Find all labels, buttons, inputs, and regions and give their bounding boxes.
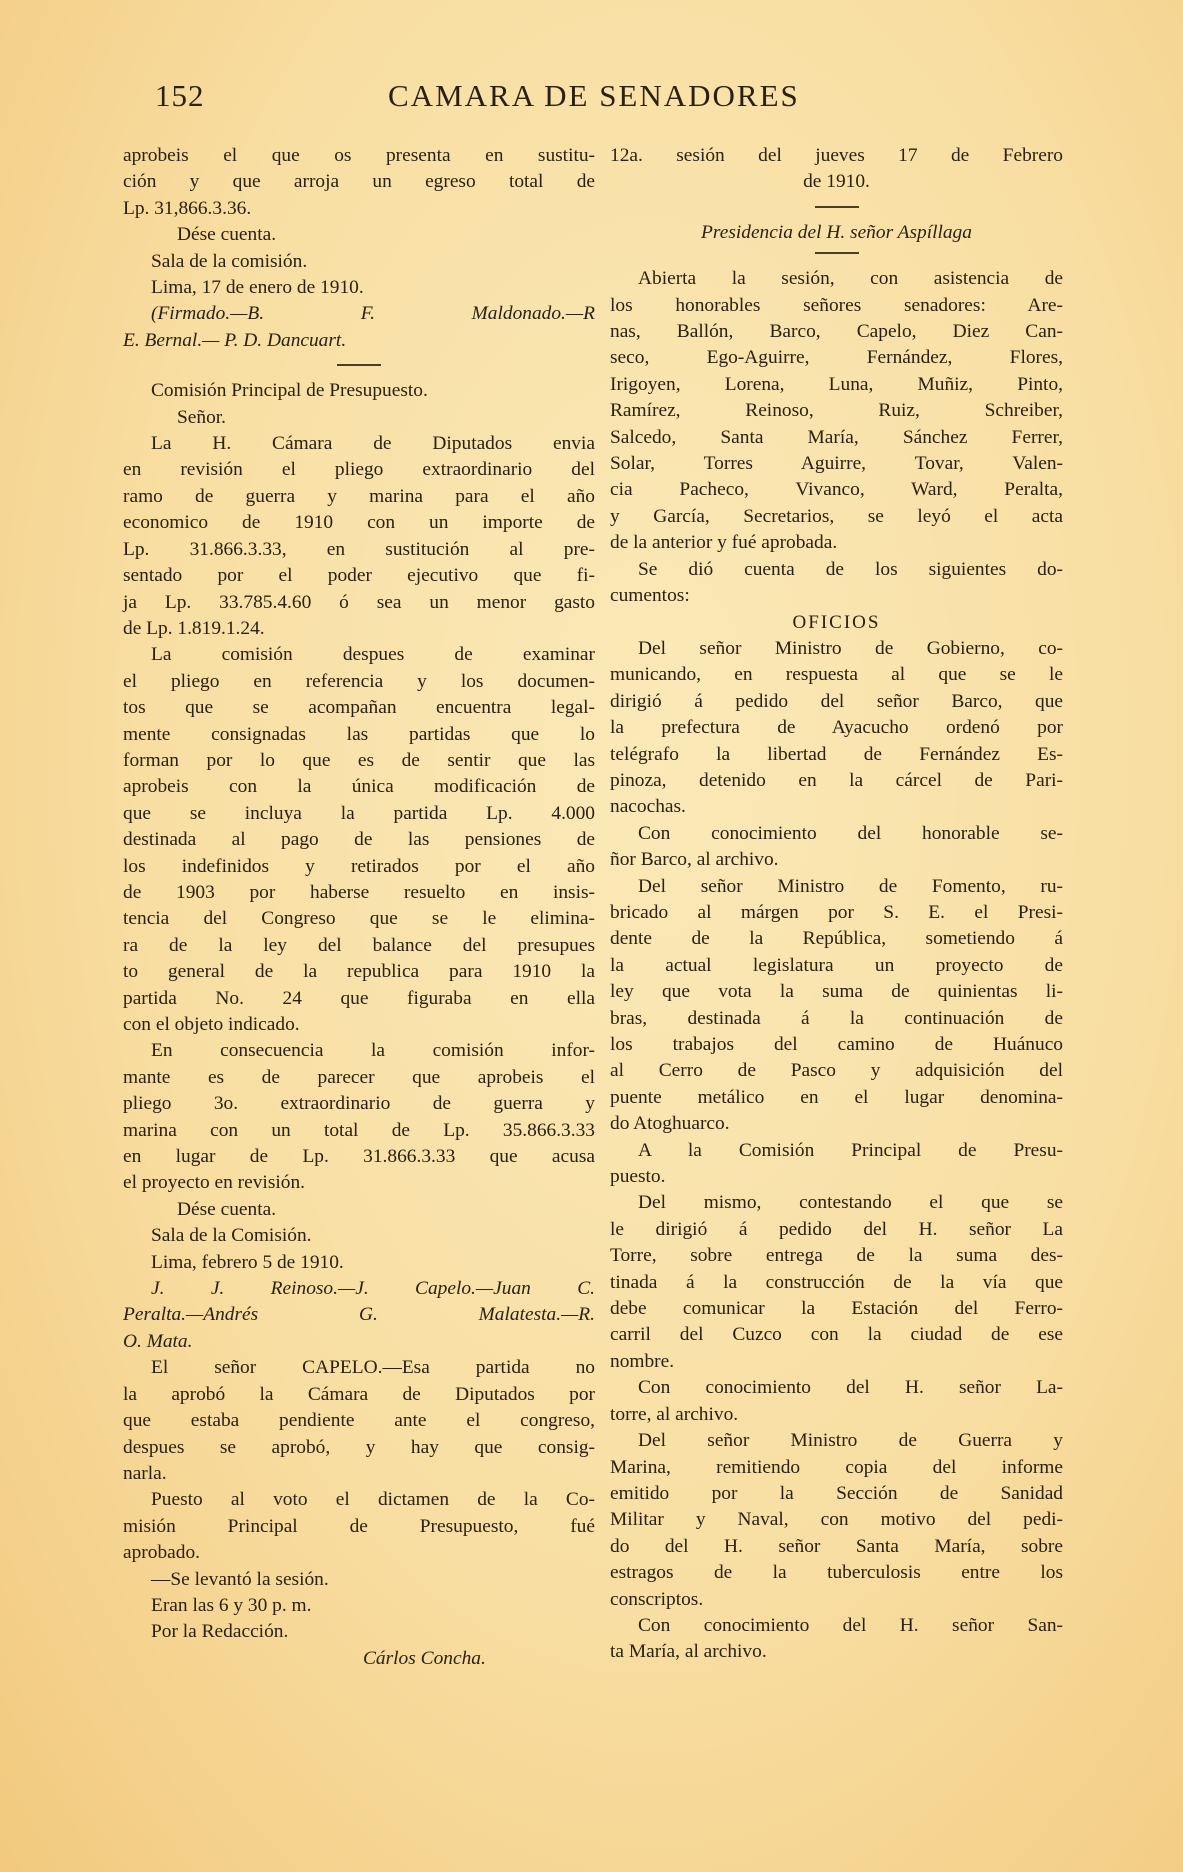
paragraph — [123, 642, 595, 1038]
text-line: la aprobó la Cámara de Diputados por — [123, 1383, 595, 1405]
text-line: Ramírez, Reinoso, Ruiz, Schreiber, — [610, 400, 1063, 422]
text-line: cia Pacheco, Vivanco, Ward, Peralta, — [610, 479, 1063, 501]
paragraph — [610, 1190, 1063, 1375]
text-line: cumentos: — [610, 585, 690, 607]
text-line: dente de la República, sometiendo á — [610, 928, 1063, 950]
text-line: al Cerro de Pasco y adquisición del — [610, 1060, 1063, 1082]
text-line: sentado por el poder ejecutivo que fi- — [123, 565, 595, 587]
page-number: 152 — [155, 78, 205, 113]
closing-line: —Se levantó la sesión. — [151, 1568, 329, 1590]
text-line: La comisión despues de examinar — [151, 644, 595, 666]
text-line: de la anterior y fué aprobada. — [610, 532, 838, 554]
text-line: que estaba pendiente ante el congreso, — [123, 1410, 595, 1432]
text-line: conscriptos. — [610, 1588, 704, 1610]
text-line: de Lp. 1.819.1.24. — [123, 617, 265, 639]
text-line: En consecuencia la comisión infor- — [151, 1040, 595, 1062]
dese-cuenta: Dése cuenta. — [177, 1198, 277, 1220]
text-line: A la Comisión Principal de Presu- — [638, 1139, 1063, 1161]
text-line: ley que vota la suma de quinientas li- — [610, 981, 1063, 1003]
text-line: puente metálico en el lugar denomina- — [610, 1086, 1063, 1108]
paragraph — [610, 557, 1063, 610]
text-line: Del señor Ministro de Gobierno, co- — [638, 637, 1063, 659]
text-line: Abierta la sesión, con asistencia de — [638, 268, 1063, 290]
text-line: partida No. 24 que figuraba en ella — [123, 987, 595, 1009]
text-line: tos que se acompañan encuentra legal- — [123, 697, 595, 719]
text-line: bras, destinada á la continuación de — [610, 1007, 1063, 1029]
session-title: de 1910. — [803, 171, 870, 193]
paragraph — [123, 1487, 595, 1566]
text-line: torre, al archivo. — [610, 1403, 739, 1425]
text-line: la prefectura de Ayacucho ordenó por — [610, 717, 1063, 739]
text-line: Irigoyen, Lorena, Luna, Muñiz, Pinto, — [610, 373, 1063, 395]
text-line: municando, en respuesta al que se le — [610, 664, 1063, 686]
text-line: El señor CAPELO.—Esa partida no — [151, 1357, 595, 1379]
text-line: la actual legislatura un proyecto de — [610, 954, 1063, 976]
text-line: telégrafo la libertad de Fernández Es- — [610, 743, 1063, 765]
salutation: Señor. — [177, 406, 227, 428]
paragraph — [610, 1428, 1063, 1613]
text-line: Con conocimiento del honorable se- — [638, 822, 1063, 844]
text-line: aprobeis con la única modificación de — [123, 776, 595, 798]
text-line: aprobado. — [123, 1542, 200, 1564]
text-line: seco, Ego-Aguirre, Fernández, Flores, — [610, 347, 1063, 369]
text-line: Con conocimiento del H. señor La- — [638, 1377, 1063, 1399]
text-line: destinada al pago de las pensiones de — [123, 829, 595, 851]
text-line: los honorables señores senadores: Are- — [610, 294, 1063, 316]
text-line: ra de la ley del balance del presupues — [123, 934, 595, 956]
text-line: con el objeto indicado. — [123, 1014, 300, 1035]
paragraph — [610, 874, 1063, 1138]
text-line: dirigió á pedido del señor Barco, que — [610, 690, 1063, 712]
left-column — [123, 143, 595, 1672]
text-line: Salcedo, Santa María, Sánchez Ferrer, — [610, 426, 1063, 448]
text-line: (Firmado.—B. F. Maldonado.—R — [151, 303, 595, 325]
text-line: le dirigió á pedido del H. señor La — [610, 1218, 1063, 1240]
text-line: forman por lo que es de sentir que las — [123, 749, 595, 771]
text-line: misión Principal de Presupuesto, fué — [123, 1515, 595, 1537]
running-title: CAMARA DE SENADORES — [388, 78, 800, 113]
paragraph — [610, 1138, 1063, 1191]
text-line: to general de la republica para 1910 la — [123, 961, 595, 983]
text-line: nombre. — [610, 1350, 675, 1372]
text-line: Peralta.—Andrés G. Malatesta.—R. — [123, 1304, 595, 1326]
text-line: puesto. — [610, 1166, 666, 1188]
date-line: Lima, 17 de enero de 1910. — [151, 277, 364, 299]
text-line: Militar y Naval, con motivo del pedi- — [610, 1509, 1063, 1531]
text-line: economico de 1910 con un importe de — [123, 512, 595, 534]
text-line: Se dió cuenta de los siguientes do- — [638, 558, 1063, 580]
paragraph — [610, 821, 1063, 874]
text-line: do del H. señor Santa María, sobre — [610, 1535, 1063, 1557]
text-line: Torre, sobre entrega de la suma des- — [610, 1245, 1063, 1267]
text-line: Del señor Ministro de Guerra y — [638, 1430, 1063, 1452]
text-line: debe comunicar la Estación del Ferro- — [610, 1298, 1063, 1320]
paragraph — [610, 636, 1063, 821]
paragraph — [123, 1038, 595, 1196]
dese-cuenta: Dése cuenta. — [177, 224, 277, 246]
paragraph — [123, 143, 595, 222]
paragraph — [123, 431, 595, 642]
text-line: Del señor Ministro de Fomento, ru- — [638, 875, 1063, 897]
text-line: emitido por la Sección de Sanidad — [610, 1482, 1063, 1504]
text-line: el proyecto en revisión. — [123, 1172, 305, 1194]
signatures — [123, 301, 595, 354]
text-line: los trabajos del camino de Huánuco — [610, 1034, 1063, 1055]
text-line: O. Mata. — [123, 1330, 193, 1352]
text-line: Del mismo, contestando el que se — [638, 1192, 1063, 1214]
paragraph — [610, 1375, 1063, 1428]
committee-title: Comisión Principal de Presupuesto. — [151, 380, 428, 402]
text-line: tinada á la construcción de la vía que — [610, 1271, 1063, 1293]
text-line: los indefinidos y retirados por el año — [123, 855, 595, 877]
text-line: carril del Cuzco con la ciudad de ese — [610, 1324, 1063, 1346]
text-line: do Atoghuarco. — [610, 1113, 730, 1135]
text-line: nas, Ballón, Barco, Capelo, Diez Can- — [610, 321, 1063, 343]
text-line: Lp. 31.866.3.33, en sustitución al pre- — [123, 538, 595, 560]
text-line: en lugar de Lp. 31.866.3.33 que acusa — [123, 1146, 595, 1168]
text-line: ñor Barco, al archivo. — [610, 849, 779, 871]
sala-line: Sala de la comisión. — [151, 250, 308, 272]
editor-signature: Cárlos Concha. — [363, 1647, 486, 1669]
text-line: pliego 3o. extraordinario de guerra y — [123, 1093, 595, 1115]
text-line: que se incluya la partida Lp. 4.000 — [123, 802, 595, 824]
sala-line: Sala de la Comisión. — [151, 1225, 312, 1247]
divider — [815, 206, 859, 208]
text-line: ja Lp. 33.785.4.60 ó sea un menor gasto — [123, 591, 595, 613]
text-line: despues se aprobó, y hay que consig- — [123, 1436, 595, 1458]
paragraph — [610, 1613, 1063, 1666]
text-line: Con conocimiento del H. señor San- — [638, 1614, 1063, 1636]
text-line: Solar, Torres Aguirre, Tovar, Valen- — [610, 453, 1063, 475]
text-line: Puesto al voto el dictamen de la Co- — [151, 1489, 595, 1511]
closing-line: Por la Redacción. — [151, 1621, 289, 1643]
text-line: narla. — [123, 1462, 167, 1484]
running-header — [0, 78, 1183, 118]
presidency-line: Presidencia del H. señor Aspíllaga — [701, 221, 972, 243]
text-line: tencia del Congreso que se le elimina- — [123, 908, 595, 930]
text-line: La H. Cámara de Diputados envia — [151, 433, 595, 455]
section-heading-oficios: OFICIOS — [792, 611, 881, 633]
text-line: pinoza, detenido en la cárcel de Pari- — [610, 769, 1063, 791]
right-column — [610, 143, 1063, 1666]
signatures — [123, 1276, 595, 1355]
text-line: ción y que arroja un egreso total de — [123, 171, 595, 193]
text-line: Marina, remitiendo copia del informe — [610, 1456, 1063, 1478]
text-line: nacochas. — [610, 796, 686, 818]
text-line: el pliego en referencia y los documen- — [123, 670, 595, 692]
divider — [337, 364, 381, 366]
text-line: E. Bernal.— P. D. Dancuart. — [123, 329, 347, 351]
text-line: mente consignadas las partidas que lo — [123, 723, 595, 745]
text-line: ramo de guerra y marina para el año — [123, 485, 595, 507]
text-line: marina con un total de Lp. 35.866.3.33 — [123, 1119, 595, 1141]
closing-line: Eran las 6 y 30 p. m. — [151, 1594, 312, 1616]
text-line: estragos de la tuberculosis entre los — [610, 1562, 1063, 1584]
text-line: en revisión el pliego extraordinario del — [123, 459, 595, 481]
text-line: de 1903 por haberse resuelto en insis- — [123, 881, 595, 903]
date-line: Lima, febrero 5 de 1910. — [151, 1251, 344, 1273]
divider — [815, 252, 859, 254]
text-line: bricado al márgen por S. E. el Presi- — [610, 901, 1063, 923]
text-line: mante es de parecer que aprobeis el — [123, 1066, 595, 1088]
text-line: ta María, al archivo. — [610, 1641, 767, 1663]
paragraph — [610, 266, 1063, 556]
text-line: Lp. 31,866.3.36. — [123, 197, 252, 219]
paragraph — [123, 1355, 595, 1487]
text-line: y García, Secretarios, se leyó el acta — [610, 505, 1063, 527]
text-line: J. J. Reinoso.—J. Capelo.—Juan C. — [151, 1278, 595, 1300]
text-line: aprobeis el que os presenta en sustitu- — [123, 145, 595, 166]
session-title: 12a. sesión del jueves 17 de Febrero — [610, 145, 1063, 166]
